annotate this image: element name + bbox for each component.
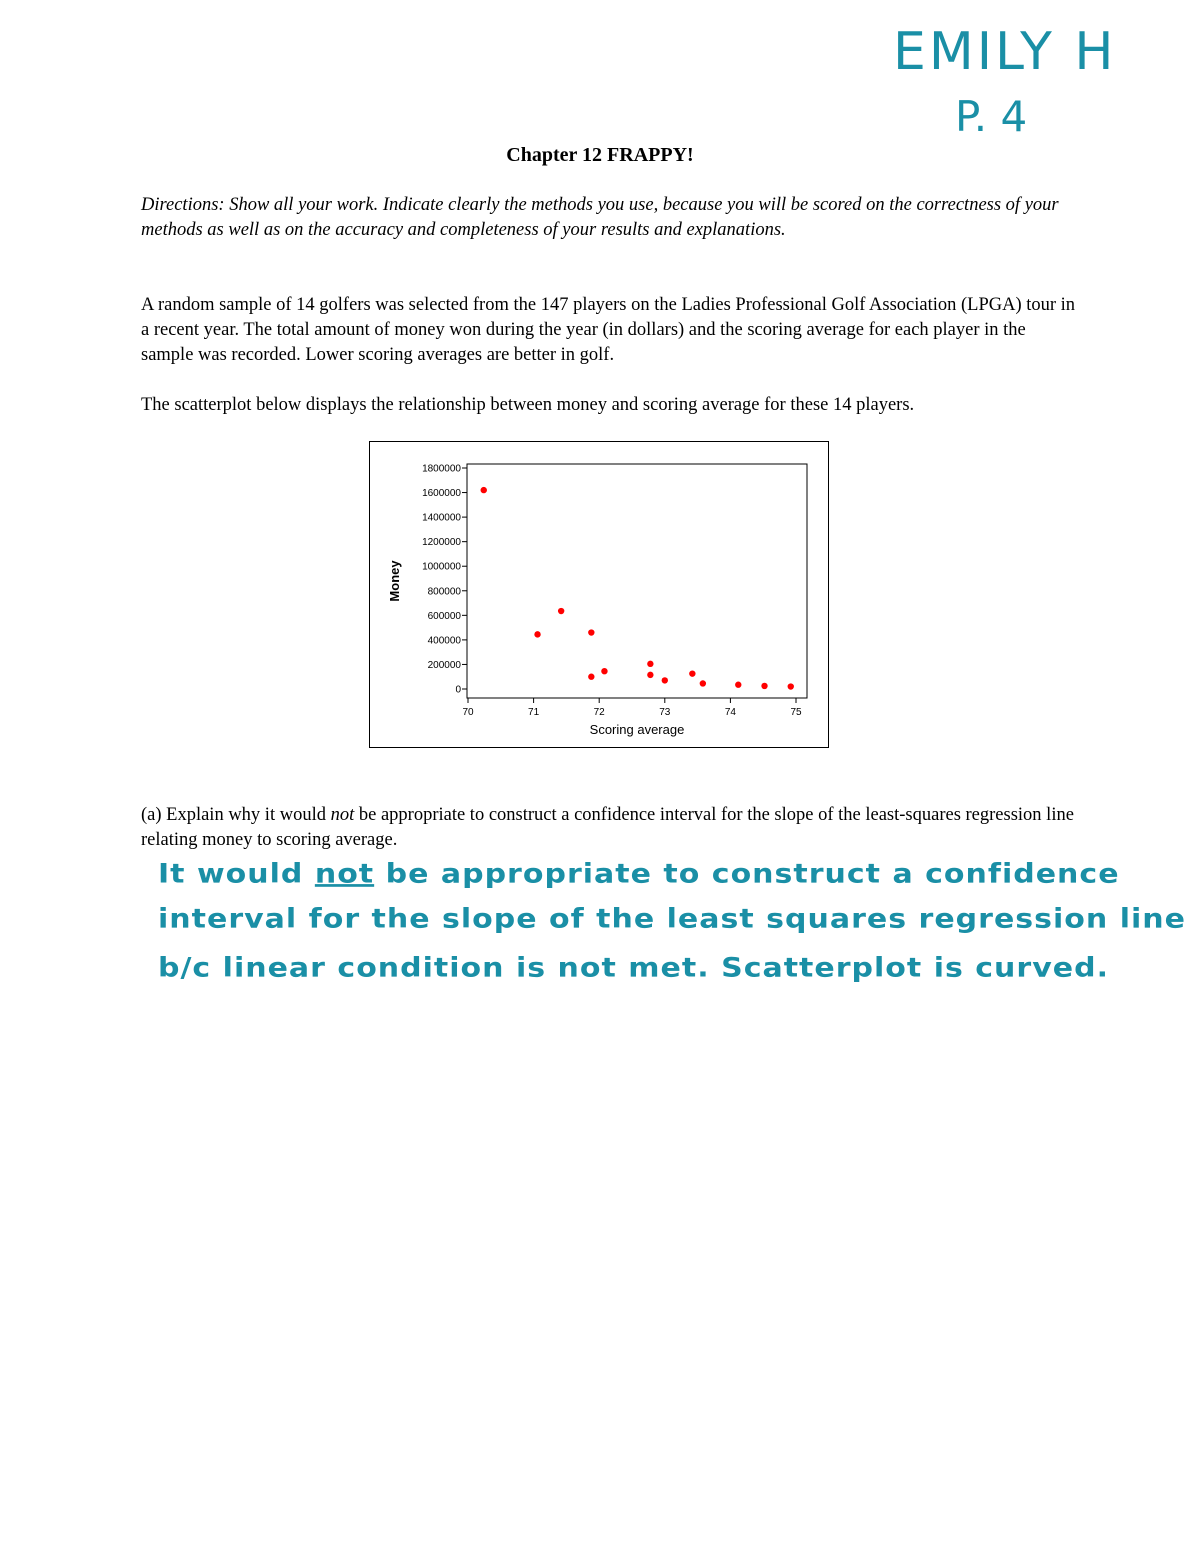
answer-line-3: b/c linear condition is not met. Scatterplot is curved. [158,952,1109,984]
answer-line-2: interval for the slope of the least squares regression line [158,903,1186,935]
scatterplot-frame [369,441,829,748]
question-a-prefix: (a) Explain why it would [141,805,331,825]
y-tick-label: 0 [455,684,461,696]
data-point [761,683,767,689]
x-tick-label: 72 [593,707,605,718]
question-a [141,803,1081,853]
y-tick-label: 1200000 [422,537,461,549]
page-title: Chapter 12 FRAPPY! [506,144,694,166]
answer-emphasis-not: not [314,858,375,890]
context-paragraph: A random sample of 14 golfers was selected from the 147 players on the Ladies Professional Golf Association (LPGA) tour in a recent year. The total amount of money won during the year (in dollars) and the scoring average for each player in the sample was recorded. Lower scoring averages are better in golf. [141,295,1076,365]
scatterplot-intro: The scatterplot below displays the relationship between money and scoring average for these 14 players. [141,395,915,415]
data-point [647,672,653,678]
data-point [647,661,653,667]
y-tick-label: 400000 [427,635,461,647]
data-point [558,608,564,614]
y-tick-label: 200000 [427,659,461,671]
answer-line-1 [158,858,1120,890]
y-tick-label: 800000 [427,586,461,598]
answer-line-1-part-3: be appropriate to construct a confidence [374,858,1120,890]
x-tick-label: 75 [790,707,802,718]
y-tick-label: 1000000 [422,561,461,573]
data-point [588,674,594,680]
y-tick-label: 600000 [427,610,461,622]
data-point [601,668,607,674]
x-axis-label: Scoring average [589,722,685,737]
directions-text: Directions: Show all your work. Indicate clearly the methods you use, because you will be scored on the correctness of your methods as well as on the accuracy and completeness of your results and explanations. [141,195,1059,240]
data-point [481,487,487,493]
data-point [534,631,540,637]
y-axis-label: Money [387,560,402,602]
data-point [735,682,741,688]
x-tick-label: 74 [724,707,736,718]
x-tick-label: 73 [659,707,671,718]
plot-area [467,464,807,698]
x-tick-label: 70 [462,707,474,718]
data-point [662,677,668,683]
y-tick-label: 1400000 [422,512,461,524]
x-tick-label: 71 [528,707,540,718]
question-a-suffix: be appropriate to construct a confidence interval for the slope of the least-squares regression line relating money to scoring average. [141,805,1074,850]
data-point [700,680,706,686]
y-tick-label: 1800000 [422,463,461,475]
answer-line-1-part-1: It would [158,858,315,890]
y-tick-label: 1600000 [422,488,461,500]
student-name: EMILY H [893,22,1117,82]
scatterplot [370,442,828,747]
data-point [788,683,794,689]
data-point [689,670,695,676]
question-a-emphasis: not [330,805,355,825]
data-point [588,629,594,635]
class-period: P. 4 [955,92,1028,141]
